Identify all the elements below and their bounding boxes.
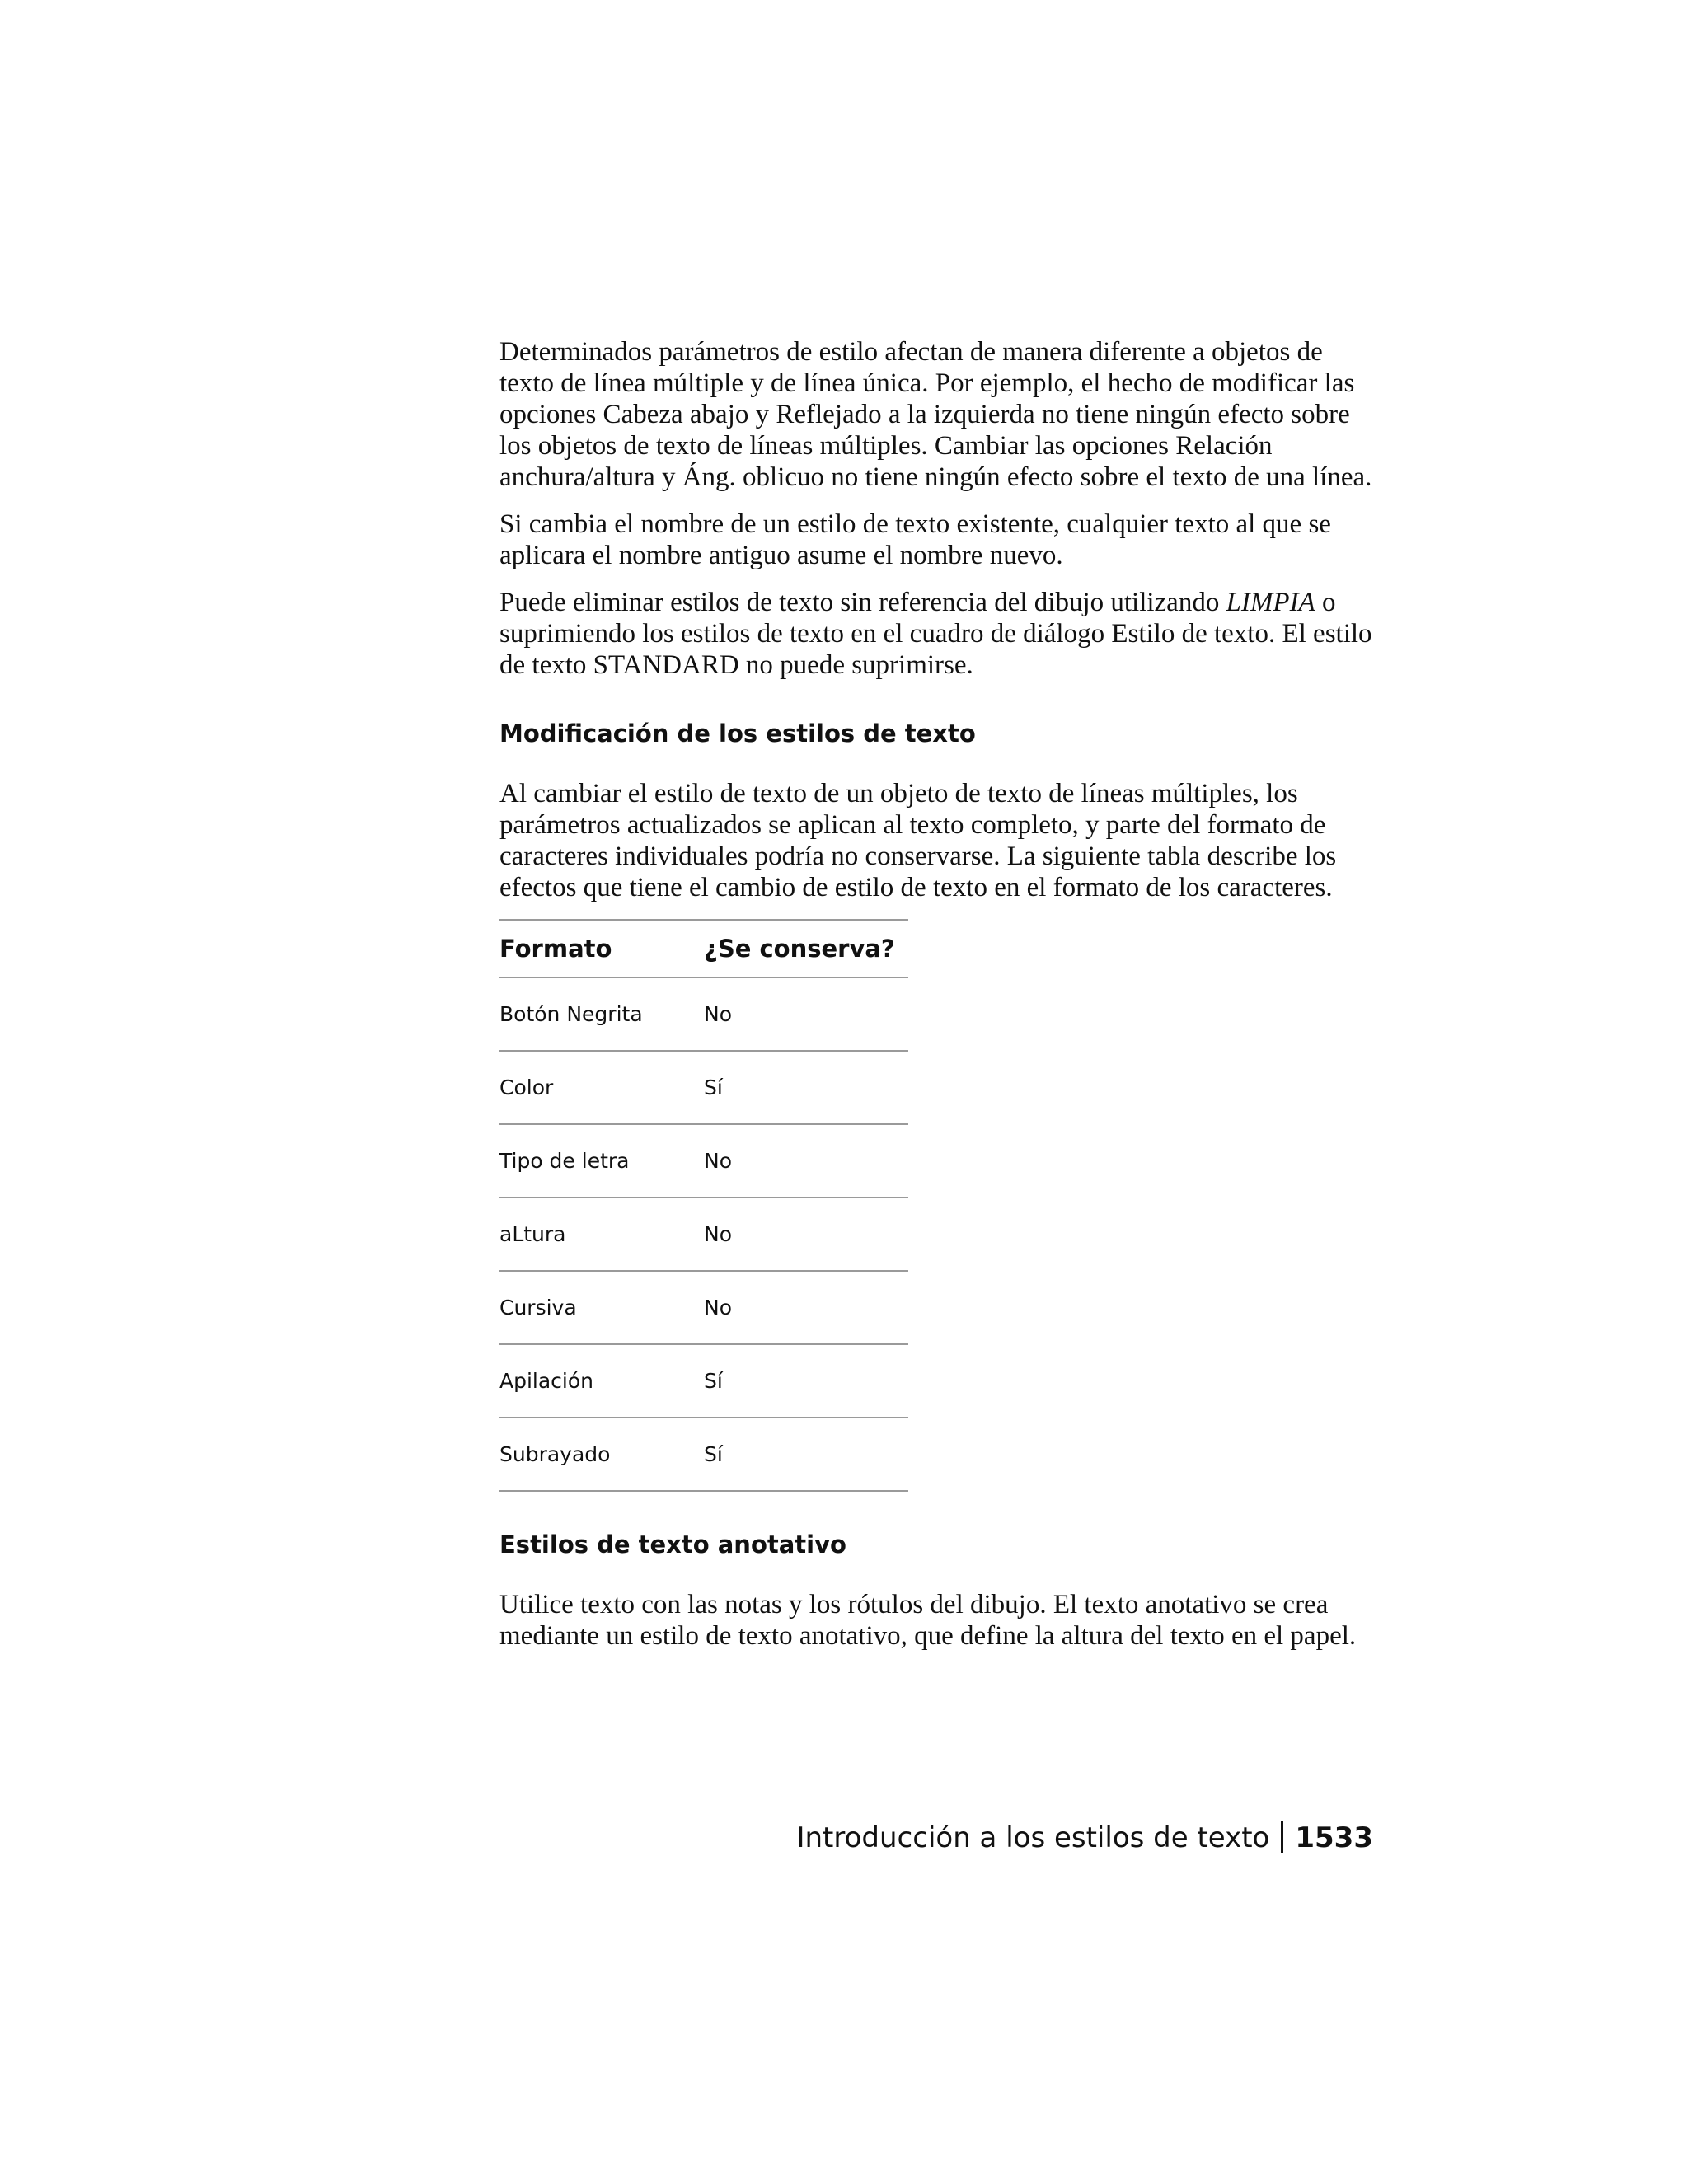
page-content [499,336,1373,1667]
table-cell-format: Color [499,1076,554,1099]
table-cell-format: Botón Negrita [499,1002,643,1026]
paragraph-modify-intro: Al cambiar el estilo de texto de un objeto de texto de líneas múltiples, los parámetros actualizados se aplican al texto completo, y parte del formato de caracteres individuales podría no conservarse. La siguiente tabla describe los efectos que tiene el cambio de estilo de texto en el formato de los caracteres. [499,779,1337,902]
table-header-preserved: ¿Se conserva? [704,935,895,963]
format-preservation-table [499,919,908,1492]
table-cell-format: Subrayado [499,1442,611,1466]
footer-chapter-title: Introducción a los estilos de texto [796,1821,1270,1854]
table-cell-preserved: No [704,1222,732,1246]
paragraph-delete-styles [499,587,1373,681]
table-cell-preserved: No [704,1002,732,1026]
paragraph-delete-part2: o suprimiendo los estilos de texto en el cuadro de diálogo Estilo de texto. El estilo de texto STANDARD no puede suprimirse. [499,588,1372,680]
table-cell-preserved: Sí [704,1076,723,1099]
table-row [499,978,908,1052]
table-header-row [499,921,908,978]
table-row [499,1345,908,1418]
table-cell-preserved: Sí [704,1369,723,1393]
command-limpia: LIMPIA [1226,588,1315,617]
table-row [499,1052,908,1125]
table-row [499,1418,908,1492]
paragraph-delete-part1: Puede eliminar estilos de texto sin referencia del dibujo utilizando [499,588,1226,617]
page-footer [742,1820,1373,1856]
table-cell-format: Cursiva [499,1296,577,1319]
table-cell-preserved: No [704,1149,732,1173]
page-number: 1533 [1295,1821,1373,1854]
section-heading-modify-styles: Modificación de los estilos de texto [499,719,976,748]
table-row [499,1198,908,1272]
paragraph-annotative-text: Utilice texto con las notas y los rótulos del dibujo. El texto anotativo se crea mediante un estilo de texto anotativo, que define la altura del texto en el papel. [499,1590,1357,1651]
table-row [499,1125,908,1198]
table-header-format: Formato [499,935,612,963]
table-cell-format: Tipo de letra [499,1149,630,1173]
table-cell-format: Apilación [499,1369,594,1393]
table-row [499,1272,908,1345]
table-cell-preserved: Sí [704,1442,723,1466]
paragraph-rename-style: Si cambia el nombre de un estilo de texto existente, cualquier texto al que se aplicara el nombre antiguo asume el nombre nuevo. [499,509,1331,570]
paragraph-style-parameters: Determinados parámetros de estilo afectan de manera diferente a objetos de texto de línea múltiple y de línea única. Por ejemplo, el hecho de modificar las opciones Cabeza abajo y Reflejado a la izquierda no tiene ningún efecto sobre los objetos de texto de líneas múltiples. Cambiar las opciones Relación anchura/altura y Áng. oblicuo no tiene ningún efecto sobre el texto de una línea. [499,337,1372,492]
footer-separator [1281,1821,1283,1853]
table-cell-format: aLtura [499,1222,566,1246]
section-heading-annotative-styles: Estilos de texto anotativo [499,1530,846,1558]
table-cell-preserved: No [704,1296,732,1319]
